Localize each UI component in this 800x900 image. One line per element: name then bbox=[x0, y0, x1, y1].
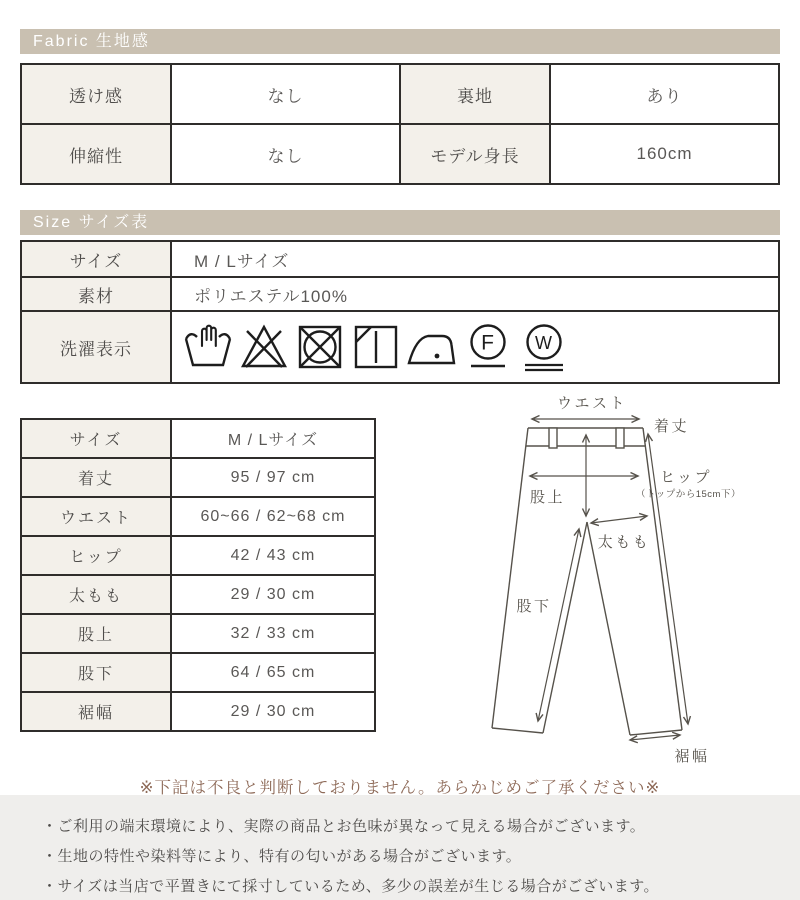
measure-value-hem: 29 / 30 cm bbox=[172, 693, 374, 730]
measure-value-length: 95 / 97 cm bbox=[172, 459, 374, 496]
spec-label-material: 素材 bbox=[22, 278, 170, 310]
diagram-label-rise: 股上 bbox=[529, 489, 565, 506]
diagram-label-hip: ヒップ bbox=[660, 469, 713, 486]
spec-value-material: ポリエステル100% bbox=[172, 278, 778, 310]
disclaimer-item: ・生地の特性や染料等により、特有の匂いがある場合がございます。 bbox=[42, 848, 522, 865]
diagram-label-inseam: 股下 bbox=[516, 598, 552, 615]
measure-label-thigh: 太もも bbox=[22, 576, 170, 613]
diagram-label-length: 着丈 bbox=[654, 418, 690, 435]
size-section-header: Size サイズ表 bbox=[20, 210, 780, 235]
fabric-table bbox=[20, 63, 780, 185]
diagram-label-thigh: 太もも bbox=[597, 534, 651, 551]
measure-value-hip: 42 / 43 cm bbox=[172, 537, 374, 574]
pants-measurement-diagram bbox=[430, 390, 800, 775]
measure-label-hem: 裾幅 bbox=[22, 693, 170, 730]
diagram-label-hip-note: （トップから15cm下） bbox=[636, 489, 741, 500]
wet-clean-letter: W bbox=[535, 333, 553, 353]
spec-value-size: M / Lサイズ bbox=[172, 242, 778, 276]
measure-value-thigh: 29 / 30 cm bbox=[172, 576, 374, 613]
diagram-label-hem: 裾幅 bbox=[674, 748, 710, 765]
wet-clean-icon bbox=[519, 320, 569, 374]
fabric-label-model-height: モデル身長 bbox=[401, 125, 549, 183]
do-not-bleach-icon bbox=[239, 320, 289, 374]
measure-label-length: 着丈 bbox=[22, 459, 170, 496]
disclaimer-item: ・サイズは当店で平置きにて採寸しているため、多少の誤差が生じる場合がございます。 bbox=[42, 878, 660, 895]
disclaimer-box bbox=[0, 795, 800, 900]
measurements-table bbox=[20, 418, 376, 732]
diagram-label-waist: ウエスト bbox=[556, 395, 628, 412]
disclaimer-list bbox=[42, 812, 782, 900]
disclaimer-item: ・ご利用の端末環境により、実際の商品とお色味が異なって見える場合がございます。 bbox=[42, 818, 646, 835]
care-symbols bbox=[172, 312, 778, 382]
measure-value-waist: 60~66 / 62~68 cm bbox=[172, 498, 374, 535]
measure-label-size: サイズ bbox=[22, 420, 170, 457]
fabric-section-header: Fabric 生地感 bbox=[20, 29, 780, 54]
size-spec-table bbox=[20, 240, 780, 384]
fabric-value-sheerness: なし bbox=[172, 65, 399, 123]
fabric-value-model-height: 160cm bbox=[551, 125, 778, 183]
disclaimer-title: ※下記は不良と判断しておりません。あらかじめご了承ください※ bbox=[139, 779, 661, 797]
spec-label-size: サイズ bbox=[22, 242, 170, 276]
measure-label-hip: ヒップ bbox=[22, 537, 170, 574]
pants-diagram bbox=[430, 390, 800, 775]
fabric-value-stretch: なし bbox=[172, 125, 399, 183]
fabric-label-sheerness: 透け感 bbox=[22, 65, 170, 123]
fabric-label-stretch: 伸縮性 bbox=[22, 125, 170, 183]
iron-low-heat-icon bbox=[407, 320, 457, 374]
do-not-tumble-dry-icon bbox=[295, 320, 345, 374]
dry-clean-petroleum-icon bbox=[463, 320, 513, 374]
measure-value-size: M / Lサイズ bbox=[172, 420, 374, 457]
measure-label-inseam: 股下 bbox=[22, 654, 170, 691]
measure-label-rise: 股上 bbox=[22, 615, 170, 652]
line-dry-in-shade-icon bbox=[351, 320, 401, 374]
measure-value-rise: 32 / 33 cm bbox=[172, 615, 374, 652]
dry-clean-letter: F bbox=[481, 331, 495, 355]
spec-label-care: 洗濯表示 bbox=[22, 312, 170, 382]
measure-label-waist: ウエスト bbox=[22, 498, 170, 535]
measure-value-inseam: 64 / 65 cm bbox=[172, 654, 374, 691]
hand-wash-icon bbox=[183, 320, 233, 374]
fabric-label-lining: 裏地 bbox=[401, 65, 549, 123]
fabric-value-lining: あり bbox=[551, 65, 778, 123]
